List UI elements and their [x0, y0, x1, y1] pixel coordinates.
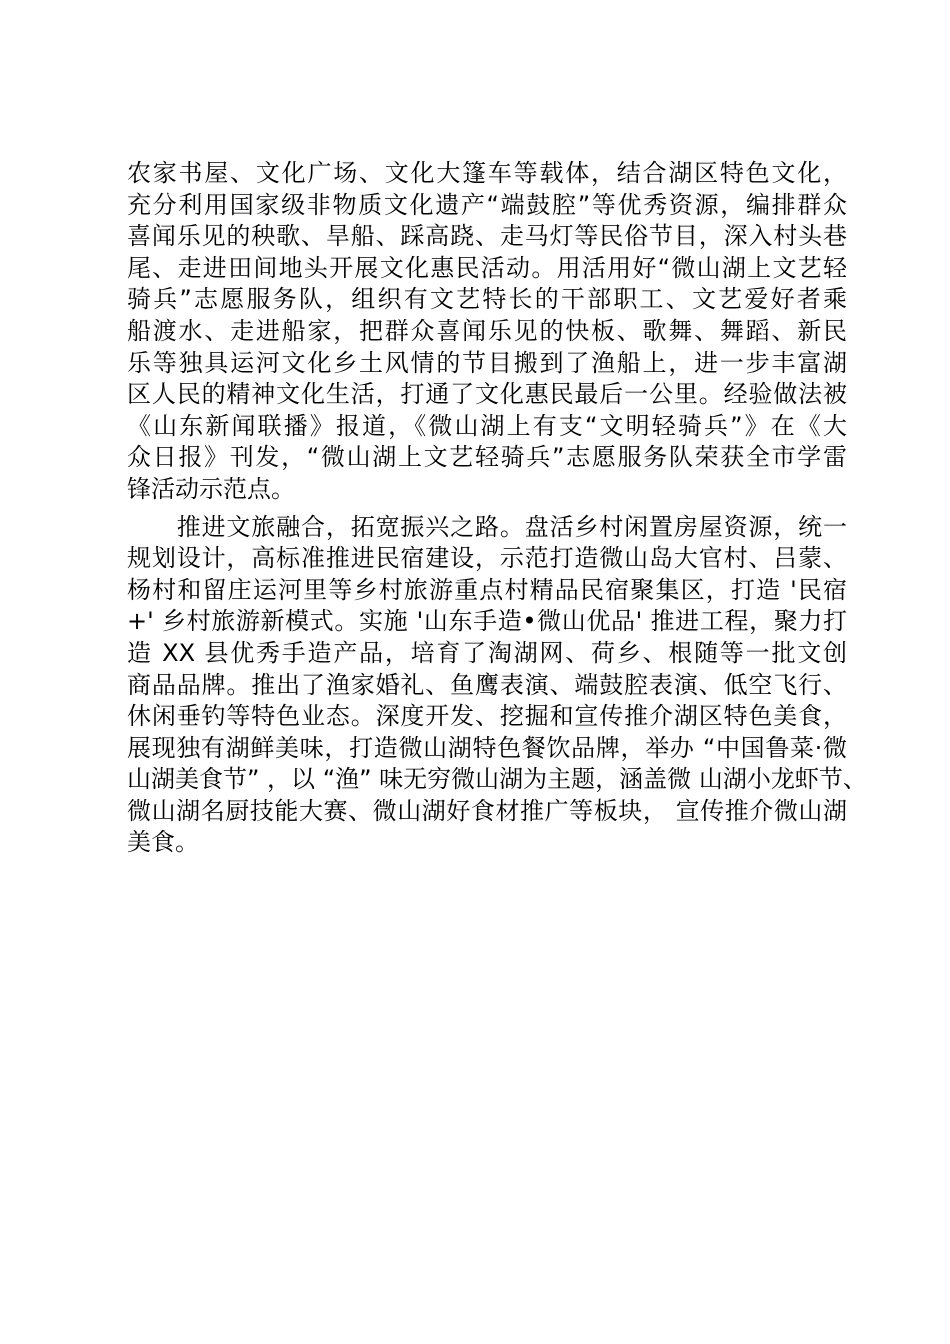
- text-line: 休闲垂钓等特色业态。深度开发、挖掘和宣传推介湖区特色美食，: [127, 702, 847, 731]
- text-line: +' 乡村旅游新模式。实施 '山东手造•微山优品' 推进工程，聚力打: [127, 607, 847, 636]
- text-line: 推进文旅融合，拓宽振兴之路。盘活乡村闲置房屋资源，统一: [127, 512, 847, 541]
- text-line: 微山湖名厨技能大赛、微山湖好食材推广等板块， 宣传推介微山湖: [127, 796, 847, 825]
- paragraph-1: [127, 158, 847, 506]
- text-line: 尾、走进田间地头开展文化惠民活动。用活用好“微山湖上文艺轻: [127, 253, 847, 282]
- text-line: 杨村和留庄运河里等乡村旅游重点村精品民宿聚集区，打造 '民宿: [127, 575, 847, 604]
- text-line: 造 XX 县优秀手造产品，培育了淘湖网、荷乡、根随等一批文创: [127, 638, 847, 667]
- text-line: 展现独有湖鲜美味，打造微山湖特色餐饮品牌，举办 “中国鲁菜·微: [127, 733, 847, 762]
- paragraph-2: [127, 512, 867, 860]
- text-line: 锋活动示范点。: [127, 474, 295, 503]
- text-line: 乐等独具运河文化乡土风情的节目搬到了渔船上，进一步丰富湖: [127, 348, 847, 377]
- text-line: 喜闻乐见的秧歌、旱船、踩高跷、走马灯等民俗节目，深入村头巷: [127, 222, 847, 251]
- text-line: 农家书屋、文化广场、文化大篷车等载体，结合湖区特色文化，: [127, 159, 847, 187]
- text-line: 商品品牌。推出了渔家婚礼、鱼鹰表演、端鼓腔表演、低空飞行、: [127, 670, 847, 699]
- text-line: 规划设计，高标准推进民宿建设，示范打造微山岛大官村、吕蒙、: [127, 544, 847, 573]
- text-line: 山湖美食节” ，以 “渔” 味无穷微山湖为主题，涵盖微 山湖小龙虾节、: [127, 765, 867, 794]
- text-line: 《山东新闻联播》报道，《微山湖上有支“文明轻骑兵”》在《大: [127, 411, 847, 440]
- text-line: 美食。: [127, 828, 199, 857]
- text-line: 区人民的精神文化生活，打通了文化惠民最后一公里。经验做法被: [127, 380, 847, 409]
- text-line: 船渡水、走进船家，把群众喜闻乐见的快板、歌舞、舞蹈、新民: [127, 316, 847, 345]
- body-text: [127, 158, 867, 859]
- text-line: 充分利用国家级非物质文化遗产“端鼓腔”等优秀资源，编排群众: [127, 190, 847, 219]
- text-line: 众日报》刊发，“微山湖上文艺轻骑兵”志愿服务队荣获全市学雷: [127, 443, 847, 472]
- text-line: 骑兵”志愿服务队，组织有文艺特长的干部职工、文艺爱好者乘: [127, 285, 847, 314]
